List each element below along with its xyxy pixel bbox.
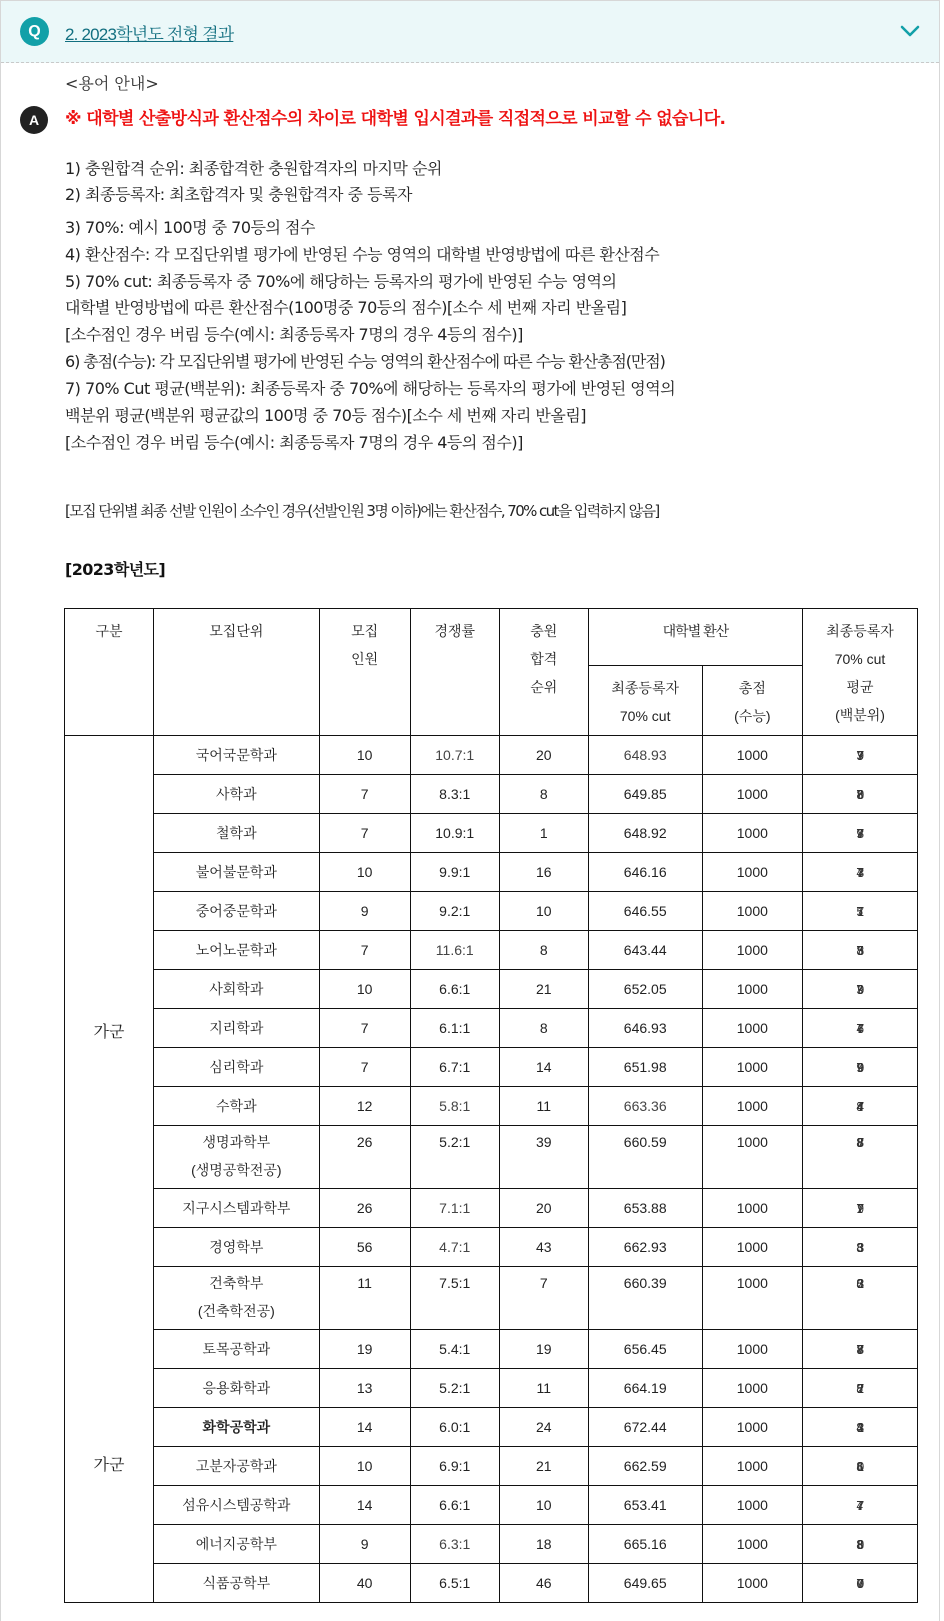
cut-cell: 660.39: [588, 1267, 702, 1330]
pct-cell: [803, 1048, 918, 1087]
definition-7-cont: 백분위 평균(백분위 평균값의 100명 중 70등 점수)[소수 세 번째 자리 반올림]: [65, 406, 587, 425]
pct-cell: [803, 1189, 918, 1228]
table-row: [65, 1126, 918, 1189]
quota-cell: 10: [319, 970, 410, 1009]
total-cell: 1000: [702, 1408, 802, 1447]
rank-cell: 16: [499, 853, 588, 892]
total-cell: 1000: [702, 736, 802, 775]
total-cell: 1000: [702, 1330, 802, 1369]
dept-subname: (생명공학전공): [191, 1162, 282, 1178]
cut-cell: 663.36: [588, 1087, 702, 1126]
pct-value: 76.47: [856, 1020, 859, 1036]
header-univ-conversion: [588, 609, 802, 666]
table-row: [65, 1009, 918, 1048]
cut-cell: 648.93: [588, 736, 702, 775]
header-cut-line1: 최종등록자: [611, 680, 679, 696]
question-badge: Q: [20, 17, 49, 46]
pct-cell: [803, 1126, 918, 1189]
pct-cell: [803, 736, 918, 775]
table-row: [65, 1564, 918, 1603]
total-cell: 1000: [702, 853, 802, 892]
pct-cell: [803, 1486, 918, 1525]
definition-3: 3) 70%: 예시 100명 중 70등의 점수: [65, 218, 315, 237]
pct-cell: [803, 1228, 918, 1267]
pct-value: 75.83: [856, 942, 859, 958]
definition-5: 5) 70% cut: 최종등록자 중 70%에 해당하는 등록자의 평가에 반영된 수능 영역의: [65, 272, 617, 291]
header-total-line1: 총점: [738, 680, 766, 696]
header-waitlist: [499, 609, 588, 736]
dept-cell: 응용화학과: [154, 1369, 320, 1408]
quota-cell: 26: [319, 1126, 410, 1189]
definition-5-note: [소수점인 경우 버림 등수(예시: 최종등록자 7명의 경우 4등의 점수)]: [65, 325, 523, 344]
total-cell: 1000: [702, 775, 802, 814]
ratio-cell: 5.2:1: [410, 1369, 499, 1408]
table-row: [65, 1267, 918, 1330]
pct-value: 77.43: [856, 864, 859, 880]
dept-cell: 국어국문학과: [154, 736, 320, 775]
definition-7-note: [소수점인 경우 버림 등수(예시: 최종등록자 7명의 경우 4등의 점수)]: [65, 433, 523, 452]
pct-value: 88.87: [856, 1135, 859, 1150]
pct-value: 77.47: [856, 1497, 859, 1513]
definition-1: 1) 충원합격 순위: 최종합격한 충원합격자의 마지막 순위: [65, 159, 442, 178]
dept-cell: 중어중문학과: [154, 892, 320, 931]
pct-value: 79.30: [856, 981, 859, 997]
cut-cell: 660.59: [588, 1126, 702, 1189]
cut-cell: 665.16: [588, 1525, 702, 1564]
cut-cell: 672.44: [588, 1408, 702, 1447]
ratio-cell: 6.6:1: [410, 1486, 499, 1525]
definition-6: 6) 총점(수능): 각 모집단위별 평가에 반영된 수능 영역의 환산점수에 따른 수능 환산총점(만점): [65, 352, 665, 371]
header-group-label: 구분: [95, 623, 123, 639]
rank-cell: 8: [499, 775, 588, 814]
rank-cell: 11: [499, 1087, 588, 1126]
dept-cell: 식품공학부: [154, 1564, 320, 1603]
group-cell: [65, 1330, 154, 1603]
ratio-cell: 6.0:1: [410, 1408, 499, 1447]
quota-cell: 13: [319, 1369, 410, 1408]
header-pct-line3: 평균: [846, 679, 874, 695]
warning-text: ※ 대학별 산출방식과 환산점수의 차이로 대학별 입시결과를 직접적으로 비교할 수 없습니다.: [65, 109, 726, 129]
total-cell: 1000: [702, 1189, 802, 1228]
chevron-down-icon[interactable]: [899, 21, 921, 41]
rank-cell: 46: [499, 1564, 588, 1603]
quota-cell: 10: [319, 1447, 410, 1486]
quota-cell: 10: [319, 736, 410, 775]
ratio-cell: 6.3:1: [410, 1525, 499, 1564]
quota-cell: 7: [319, 814, 410, 853]
definition-4: 4) 환산점수: 각 모집단위별 평가에 반영된 수능 영역의 대학별 반영방법에 따른 환산점수: [65, 245, 660, 264]
pct-value: 71.57: [856, 903, 859, 919]
rank-cell: 39: [499, 1126, 588, 1189]
header-ratio-label: 경쟁률: [434, 623, 476, 639]
total-cell: 1000: [702, 1525, 802, 1564]
table-row: [65, 970, 918, 1009]
header-dept-label: 모집단위: [209, 623, 264, 639]
table-row: [65, 1486, 918, 1525]
pct-cell: [803, 1369, 918, 1408]
pct-cell: [803, 1564, 918, 1603]
dept-cell: 노어노문학과: [154, 931, 320, 970]
quota-cell: 12: [319, 1087, 410, 1126]
ratio-cell: 10.7:1: [410, 736, 499, 775]
dept-cell: 섬유시스템공학과: [154, 1486, 320, 1525]
pct-cell: [803, 853, 918, 892]
group-label: 가군: [93, 1456, 125, 1474]
total-cell: 1000: [702, 1087, 802, 1126]
header-waitlist-line2: 합격: [530, 651, 558, 667]
ratio-cell: 6.1:1: [410, 1009, 499, 1048]
cut-cell: 651.98: [588, 1048, 702, 1087]
dept-cell: [154, 1267, 320, 1330]
total-cell: 1000: [702, 814, 802, 853]
cut-cell: 653.41: [588, 1486, 702, 1525]
header-dept: [154, 609, 320, 736]
quota-cell: 9: [319, 892, 410, 931]
cut-cell: 662.59: [588, 1447, 702, 1486]
rank-cell: 11: [499, 1369, 588, 1408]
quota-cell: 10: [319, 853, 410, 892]
pct-value: 77.00: [856, 1575, 859, 1591]
ratio-cell: 6.5:1: [410, 1564, 499, 1603]
rank-cell: 8: [499, 1009, 588, 1048]
pct-value: 79.90: [856, 1059, 859, 1075]
pct-value: 81.60: [856, 1458, 859, 1474]
table-row: [65, 1369, 918, 1408]
pct-cell: [803, 970, 918, 1009]
quota-cell: 14: [319, 1408, 410, 1447]
rank-cell: 21: [499, 1447, 588, 1486]
pct-cell: [803, 1330, 918, 1369]
pct-value: 79.17: [856, 1200, 859, 1216]
table-row: [65, 1525, 918, 1564]
quota-cell: 14: [319, 1486, 410, 1525]
table-row: [65, 1330, 918, 1369]
guide-title: <용어 안내>: [65, 74, 159, 93]
pct-value: 78.87: [856, 1341, 859, 1357]
table-row: [65, 1408, 918, 1447]
pct-cell: [803, 814, 918, 853]
year-heading: [2023학년도]: [65, 560, 166, 579]
rank-cell: 21: [499, 970, 588, 1009]
pct-cell: [803, 1087, 918, 1126]
definition-5-cont: 대학별 반영방법에 따른 환산점수(100명중 70등의 점수)[소수 세 번째 자리 반올림]: [65, 298, 627, 317]
quota-cell: 7: [319, 1009, 410, 1048]
cut-cell: 662.93: [588, 1228, 702, 1267]
dept-cell: 화학공학과: [154, 1408, 320, 1447]
header-pct-line2: 70% cut: [834, 651, 886, 667]
dept-cell: 토목공학과: [154, 1330, 320, 1369]
pct-value: 82.57: [856, 1380, 859, 1396]
dept-cell: [154, 1126, 320, 1189]
ratio-cell: 5.4:1: [410, 1330, 499, 1369]
header-univ-conversion-label: 대학별 환산: [662, 623, 729, 639]
table-row: [65, 775, 918, 814]
group-label: 가군: [93, 1023, 125, 1041]
admission-results-table: [64, 608, 918, 1603]
header-quota-line1: 모집: [351, 623, 379, 639]
ratio-cell: 9.2:1: [410, 892, 499, 931]
header-pct-line4: (백분위): [835, 707, 885, 723]
quota-cell: 7: [319, 775, 410, 814]
total-cell: 1000: [702, 931, 802, 970]
rank-cell: 14: [499, 1048, 588, 1087]
table-row: [65, 1048, 918, 1087]
question-header[interactable]: [1, 1, 939, 63]
rank-cell: 20: [499, 736, 588, 775]
rank-cell: 19: [499, 1330, 588, 1369]
header-quota: [319, 609, 410, 736]
rank-cell: 7: [499, 1267, 588, 1330]
pct-value: 82.43: [856, 1419, 859, 1435]
pct-cell: [803, 775, 918, 814]
header-percentile: [803, 609, 918, 736]
ratio-cell: 6.6:1: [410, 970, 499, 1009]
quota-cell: 11: [319, 1267, 410, 1330]
total-cell: 1000: [702, 892, 802, 931]
cut-cell: 649.65: [588, 1564, 702, 1603]
definition-7: 7) 70% Cut 평균(백분위): 최종등록자 중 70%에 해당하는 등록자의 평가에 반영된 영역의: [65, 379, 676, 398]
pct-cell: [803, 1408, 918, 1447]
table-row: [65, 853, 918, 892]
pct-value: 79.37: [856, 747, 859, 763]
group-cell: [65, 736, 154, 1330]
definition-2: 2) 최종등록자: 최초합격자 및 충원합격자 중 등록자: [65, 185, 412, 204]
cut-cell: 646.55: [588, 892, 702, 931]
ratio-cell: 6.7:1: [410, 1048, 499, 1087]
total-cell: 1000: [702, 1564, 802, 1603]
rank-cell: 43: [499, 1228, 588, 1267]
dept-cell: 고분자공학과: [154, 1447, 320, 1486]
dept-cell: 에너지공학부: [154, 1525, 320, 1564]
rank-cell: 20: [499, 1189, 588, 1228]
rank-cell: 24: [499, 1408, 588, 1447]
total-cell: 1000: [702, 970, 802, 1009]
pct-cell: [803, 892, 918, 931]
dept-name: 건축학부: [209, 1275, 264, 1291]
pct-cell: [803, 1009, 918, 1048]
header-waitlist-line3: 순위: [530, 679, 558, 695]
pct-cell: [803, 1447, 918, 1486]
dept-cell: 지구시스템과학부: [154, 1189, 320, 1228]
total-cell: 1000: [702, 1009, 802, 1048]
rank-cell: 18: [499, 1525, 588, 1564]
quota-cell: 26: [319, 1189, 410, 1228]
table-row: [65, 1189, 918, 1228]
table-row: [65, 1447, 918, 1486]
cut-cell: 646.93: [588, 1009, 702, 1048]
quota-cell: 40: [319, 1564, 410, 1603]
header-group: [65, 609, 154, 736]
total-cell: 1000: [702, 1228, 802, 1267]
header-ratio: [410, 609, 499, 736]
total-cell: 1000: [702, 1267, 802, 1330]
question-title-link[interactable]: 2. 2023학년도 전형 결과: [65, 25, 234, 44]
header-total: [702, 666, 802, 736]
pct-value: 78.80: [856, 786, 859, 802]
ratio-cell: 4.7:1: [410, 1228, 499, 1267]
cut-cell: 643.44: [588, 931, 702, 970]
table-row: [65, 1228, 918, 1267]
header-waitlist-line1: 충원: [530, 623, 558, 639]
pct-value: 82.03: [856, 1276, 859, 1291]
total-cell: 1000: [702, 1447, 802, 1486]
header-cut: [588, 666, 702, 736]
rank-cell: 10: [499, 892, 588, 931]
ratio-cell: 5.2:1: [410, 1126, 499, 1189]
table-row: [65, 814, 918, 853]
pct-cell: [803, 1267, 918, 1330]
header-total-line2: (수능): [734, 708, 771, 724]
pct-value: 78.97: [856, 825, 859, 841]
table-row: [65, 1087, 918, 1126]
dept-cell: 수학과: [154, 1087, 320, 1126]
dept-name: 생명과학부: [202, 1134, 271, 1150]
quota-cell: 9: [319, 1525, 410, 1564]
total-cell: 1000: [702, 1048, 802, 1087]
ratio-cell: 5.8:1: [410, 1087, 499, 1126]
ratio-cell: 9.9:1: [410, 853, 499, 892]
pct-value: 83.83: [856, 1239, 859, 1255]
table-row: [65, 892, 918, 931]
total-cell: 1000: [702, 1369, 802, 1408]
pct-cell: [803, 931, 918, 970]
ratio-cell: 8.3:1: [410, 775, 499, 814]
dept-cell: 경영학부: [154, 1228, 320, 1267]
ratio-cell: 11.6:1: [410, 931, 499, 970]
rank-cell: 10: [499, 1486, 588, 1525]
dept-cell: 사회학과: [154, 970, 320, 1009]
table-row: [65, 736, 918, 775]
ratio-cell: 7.5:1: [410, 1267, 499, 1330]
answer-badge: A: [20, 106, 48, 134]
pct-cell: [803, 1525, 918, 1564]
dept-cell: 심리학과: [154, 1048, 320, 1087]
rank-cell: 1: [499, 814, 588, 853]
quota-cell: 19: [319, 1330, 410, 1369]
dept-cell: 지리학과: [154, 1009, 320, 1048]
cut-cell: 664.19: [588, 1369, 702, 1408]
total-cell: 1000: [702, 1486, 802, 1525]
cut-cell: 648.92: [588, 814, 702, 853]
quota-cell: 7: [319, 1048, 410, 1087]
ratio-cell: 10.9:1: [410, 814, 499, 853]
cut-cell: 646.16: [588, 853, 702, 892]
cut-cell: 652.05: [588, 970, 702, 1009]
dept-subname: (건축학전공): [197, 1303, 275, 1319]
ratio-cell: 6.9:1: [410, 1447, 499, 1486]
rank-cell: 8: [499, 931, 588, 970]
pct-value: 84.47: [856, 1098, 859, 1114]
selection-note: [모집 단위별 최종 선발 인원이 소수인 경우(선발인원 3명 이하)에는 환산점수, 70% cut을 입력하지 않음]: [65, 502, 659, 520]
total-cell: 1000: [702, 1126, 802, 1189]
header-cut-line2: 70% cut: [619, 708, 671, 724]
header-quota-line2: 인원: [351, 651, 379, 667]
cut-cell: 656.45: [588, 1330, 702, 1369]
pct-value: 88.30: [856, 1536, 859, 1552]
quota-cell: 56: [319, 1228, 410, 1267]
header-pct-line1: 최종등록자: [826, 623, 894, 639]
ratio-cell: 7.1:1: [410, 1189, 499, 1228]
cut-cell: 653.88: [588, 1189, 702, 1228]
cut-cell: 649.85: [588, 775, 702, 814]
dept-cell: 철학과: [154, 814, 320, 853]
table-row: [65, 931, 918, 970]
dept-cell: 사학과: [154, 775, 320, 814]
quota-cell: 7: [319, 931, 410, 970]
dept-cell: 불어불문학과: [154, 853, 320, 892]
